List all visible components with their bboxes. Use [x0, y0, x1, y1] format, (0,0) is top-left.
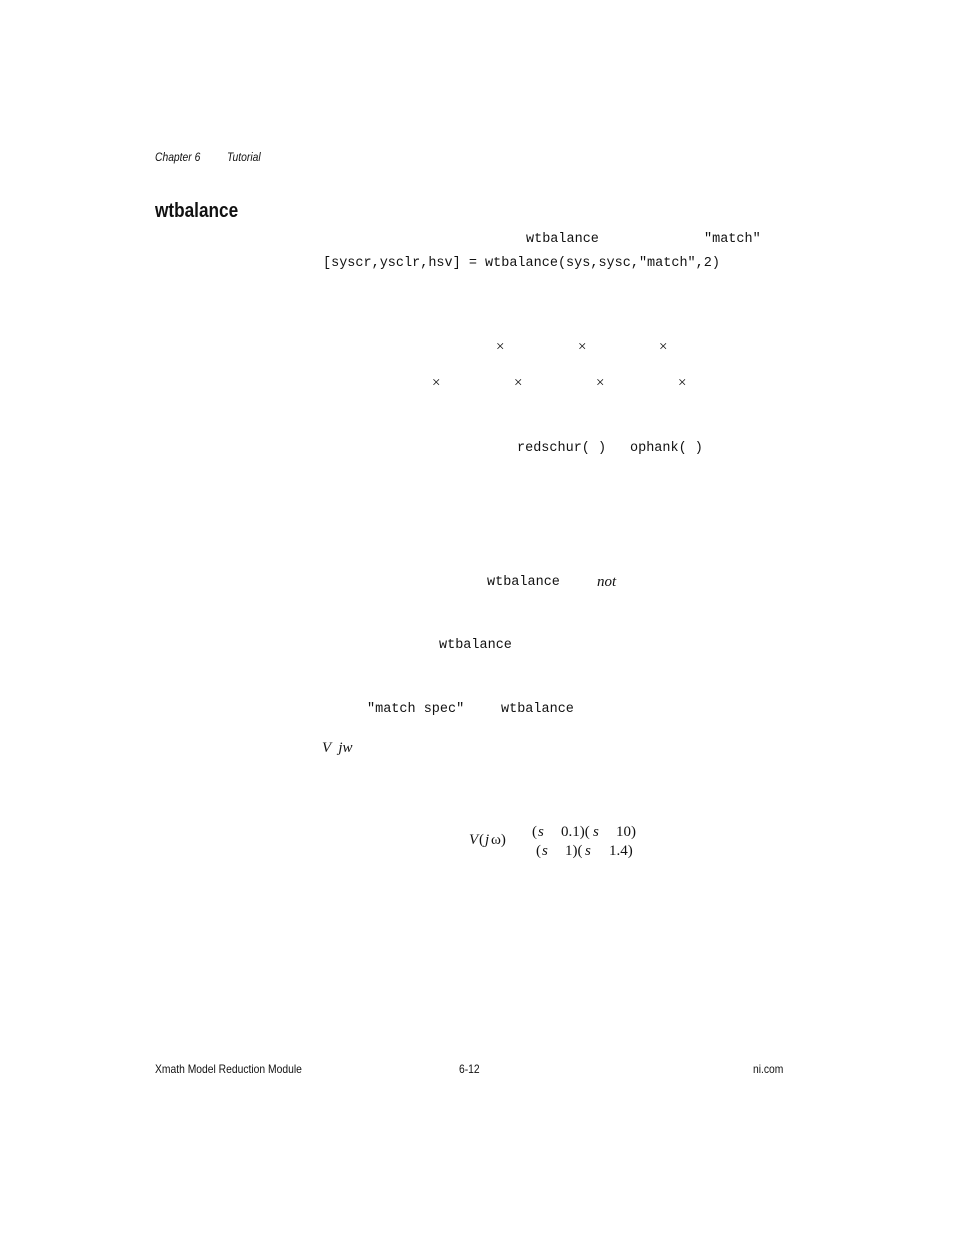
eq-den-s2: s — [585, 843, 591, 859]
footer-page-number: 6-12 — [459, 1062, 480, 1076]
eq-lhs-paren: ( — [479, 832, 484, 848]
v-jw-symbol: V jw — [322, 740, 353, 756]
emphasis-not: not — [597, 574, 617, 590]
code-wtbalance-3: wtbalance — [439, 638, 512, 653]
times-symbol: × — [496, 339, 505, 355]
chapter-label: Chapter 6 — [155, 150, 201, 164]
eq-lhs-omega: ω) — [491, 832, 506, 848]
eq-den-s1: s — [542, 843, 548, 859]
page-title: wtbalance — [155, 200, 239, 222]
eq-num-s1: s — [538, 824, 544, 840]
code-redschur: redschur( ) — [517, 441, 607, 456]
eq-lhs-j: j — [485, 832, 490, 848]
times-symbol: × — [432, 375, 441, 391]
eq-den-c2: 1.4) — [609, 843, 633, 859]
code-match-1: "match" — [704, 232, 761, 247]
footer-manual-title: Xmath Model Reduction Module — [155, 1062, 302, 1076]
code-ophank: ophank( ) — [630, 441, 703, 456]
eq-den-c1: 1)( — [565, 843, 583, 859]
section-label: Tutorial — [227, 150, 261, 164]
eq-den-open: ( — [536, 843, 541, 859]
times-symbol: × — [578, 339, 587, 355]
times-symbol: × — [514, 375, 523, 391]
eq-num-s2: s — [593, 824, 599, 840]
code-match-spec: "match spec" — [367, 702, 465, 717]
code-wtbalance-1: wtbalance — [526, 232, 599, 247]
eq-lhs-v: V — [469, 832, 479, 848]
eq-num-open: ( — [532, 824, 537, 840]
times-symbol: × — [659, 339, 668, 355]
times-symbol: × — [596, 375, 605, 391]
code-wtbalance-4: wtbalance — [501, 702, 574, 717]
footer-website: ni.com — [753, 1062, 784, 1076]
command-line: [syscr,ysclr,hsv] = wtbalance(sys,sysc,"match",2) — [323, 256, 720, 271]
eq-num-c2: 10) — [616, 824, 636, 840]
times-symbol: × — [678, 375, 687, 391]
code-wtbalance-2: wtbalance — [487, 575, 560, 590]
eq-num-c1: 0.1)( — [561, 824, 590, 840]
